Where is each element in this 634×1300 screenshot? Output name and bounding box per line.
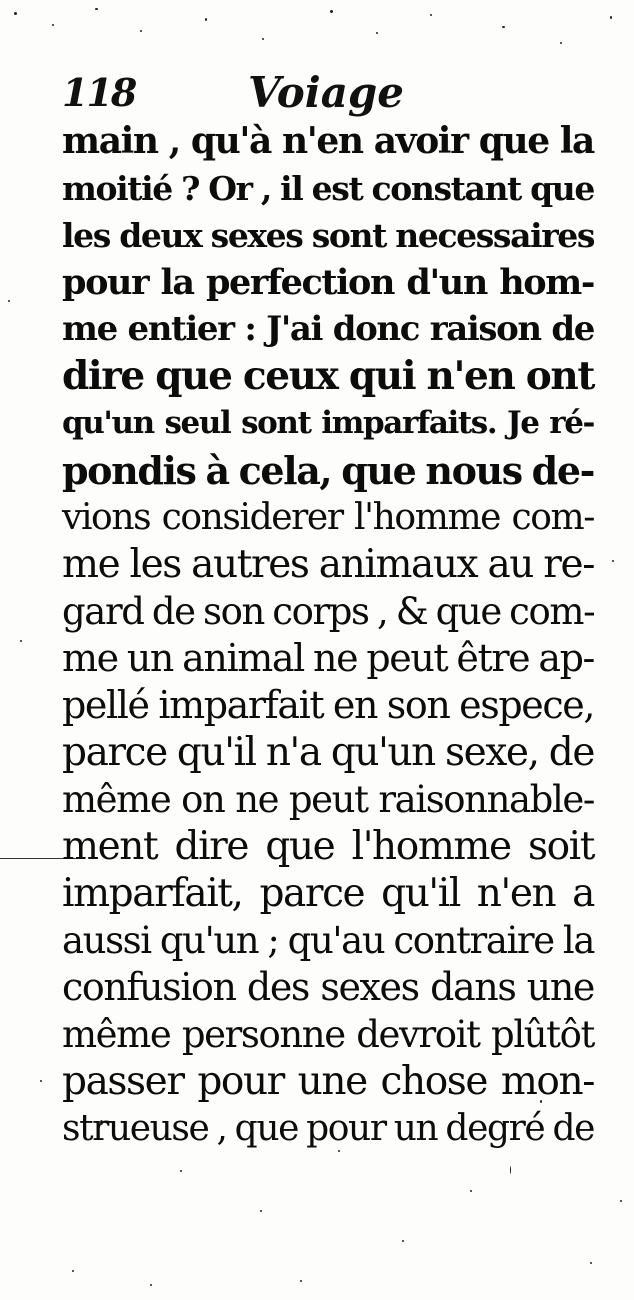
text-line: même personne devroit plûtôt <box>62 1013 594 1056</box>
text-line: me un animal ne peut être ap- <box>62 636 594 680</box>
text-line: confusion des sexes dans une <box>62 965 594 1009</box>
text-line: imparfait, parce qu'il n'en a <box>62 871 594 916</box>
text-line: moitié ? Or , il est constant que <box>62 169 594 208</box>
text-line: pellé imparfait en son espece, <box>62 683 594 727</box>
text-line: aussi qu'un ; qu'au contraire la <box>62 919 594 962</box>
text-line: gard de son corps , & que com- <box>62 590 595 633</box>
text-line: vions considerer l'homme com- <box>62 497 594 538</box>
text-line: main , qu'à n'en avoir que la <box>62 120 594 162</box>
text-line: me les autres animaux au re- <box>62 542 594 587</box>
text-line: qu'un seul sont imparfaits. Je ré- <box>62 405 594 441</box>
text-line: les deux sexes sont necessaires <box>62 216 594 255</box>
text-line: parce qu'il n'a qu'un sexe, de <box>62 730 594 775</box>
text-line: dire que ceux qui n'en ont <box>62 353 594 399</box>
text-line: strueuse , que pour un degré de <box>62 1108 594 1149</box>
running-title: Voiage <box>248 68 405 117</box>
page-header <box>62 66 602 116</box>
text-line: pondis à cela, que nous de- <box>62 448 594 493</box>
text-line: même on ne peut raisonnable- <box>62 778 594 821</box>
text-line: passer pour une chose mon- <box>62 1059 594 1104</box>
text-line: me entier : J'ai donc raison de <box>62 309 594 349</box>
text-line: ment dire que l'homme soit <box>62 824 594 869</box>
text-line: pour la perfection d'un hom- <box>62 262 594 303</box>
body-text <box>62 118 594 1152</box>
page-number: 118 <box>62 70 136 115</box>
